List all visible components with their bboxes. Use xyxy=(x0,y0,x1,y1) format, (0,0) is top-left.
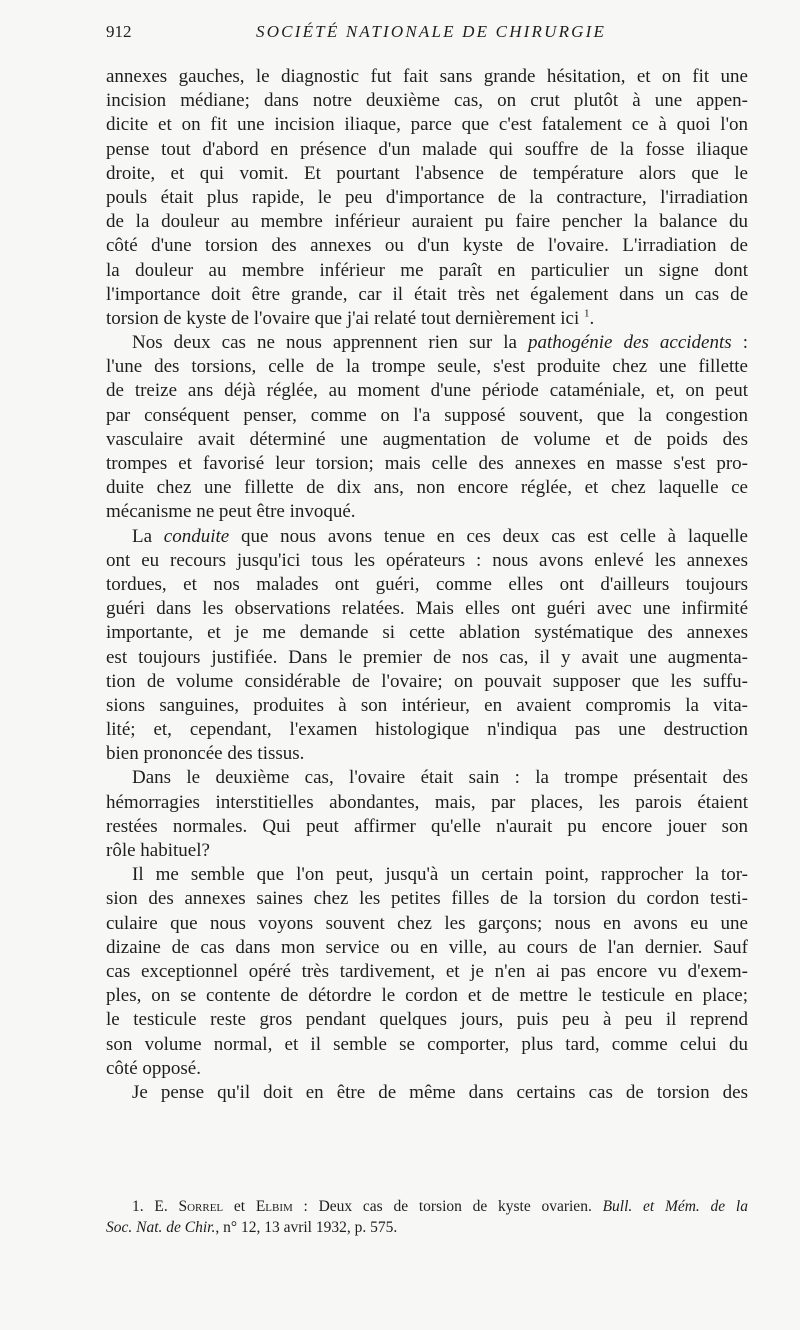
line-text: La xyxy=(132,525,164,547)
text-line: pense tout d'abord en présence d'un malade qui souffre de la fosse iliaque xyxy=(106,138,748,160)
text-line: annexes gauches, le diagnostic fut fait sans grande hésitation, et on fit une xyxy=(106,66,748,87)
text-line: culaire que nous voyons souvent chez les garçons; nous en avons eu une xyxy=(106,912,748,934)
text-line: de la douleur au membre inférieur auraient pu faire pencher la balance du xyxy=(106,211,748,233)
text-line: dizaine de cas dans mon service ou en ville, au cours de l'an dernier. Sauf xyxy=(106,936,748,958)
line-text: Nos deux cas ne nous apprennent rien sur la xyxy=(132,332,529,354)
paragraph-start xyxy=(106,525,748,549)
emphasis: conduite xyxy=(163,525,230,547)
footnote-author: E. Sorrel xyxy=(154,1198,224,1215)
text-line: importante, et je me demande si cette ablation systématique des annexes xyxy=(106,622,748,644)
text-line: par conséquent penser, comme on l'a supposé souvent, que la congestion xyxy=(106,404,748,426)
text-line: tordues, et nos malades ont guéri, comme elles ont d'ailleurs toujours xyxy=(106,573,748,595)
text-line: droite, et qui vomit. Et pourtant l'absence de température alors que le xyxy=(106,162,748,184)
text-line: cas exceptionnel opéré très tardivement, et je n'en ai pas encore vu d'exem- xyxy=(106,960,748,982)
text-line: pouls était plus rapide, le peu d'importance de la contracture, l'irradiation xyxy=(106,186,748,208)
text-line xyxy=(106,307,748,331)
text-line: bien prononcée des tissus. xyxy=(106,743,305,765)
footnote-line xyxy=(106,1196,748,1217)
footnote-journal: Soc. Nat. de Chir. xyxy=(106,1219,216,1236)
text-line: l'importance doit être grande, car il était très net également dans un cas de xyxy=(106,283,748,305)
line-text: : xyxy=(731,332,748,354)
text-line: hémorragies interstitielles abondantes, mais, par places, les parois étaient xyxy=(106,791,748,813)
text-line: son volume normal, et il semble se comporter, plus tard, comme celui du xyxy=(106,1033,748,1055)
text-line: incision médiane; dans notre deuxième cas, on crut plutôt à une appen- xyxy=(106,90,748,112)
page-header xyxy=(106,22,748,46)
text-line: lité; et, cependant, l'examen histologique n'indiqua pas une destruction xyxy=(106,719,748,741)
paragraph-start xyxy=(106,331,748,355)
running-title: SOCIÉTÉ NATIONALE DE CHIRURGIE xyxy=(256,22,607,41)
text-line: tion de volume considérable de l'ovaire; on pouvait supposer que les suffu- xyxy=(106,670,748,692)
line-text: que nous avons tenue en ces deux cas est celle à laquelle xyxy=(229,525,748,547)
text-line: le testicule reste gros pendant quelques jours, puis peu à peu il reprend xyxy=(106,1009,748,1031)
footnote-line xyxy=(106,1217,748,1238)
paragraph-start: Il me semble que l'on peut, jusqu'à un certain point, rapprocher la tor- xyxy=(132,864,748,886)
footnote-reference-detail: , n° 12, 13 avril 1932, p. 575. xyxy=(215,1219,398,1236)
footnote-conjunction: et xyxy=(223,1198,256,1215)
text-line: dicite et on fit une incision iliaque, parce que c'est fatalement ce à quoi l'on xyxy=(106,114,748,136)
line-end: . xyxy=(589,307,595,329)
text-line: côté d'une torsion des annexes ou d'un kyste de l'ovaire. L'irradiation de xyxy=(106,235,748,257)
text-line: côté opposé. xyxy=(106,1057,201,1079)
text-line: ont eu recours jusqu'ici tous les opérateurs : nous avons enlevé les annexes xyxy=(106,549,748,571)
footnote xyxy=(106,1196,748,1238)
text-line: ples, on se contente de détordre le cordon et de mettre le testicule en place; xyxy=(106,985,748,1007)
footnote-author: Elbim xyxy=(255,1198,293,1215)
text-line: duite chez une fillette de dix ans, non encore réglée, et chez laquelle ce xyxy=(106,477,748,499)
page-number: 912 xyxy=(106,22,132,41)
paragraph-start: Je pense qu'il doit en être de même dans certains cas de torsion des xyxy=(132,1081,748,1103)
footnote-reference[interactable]: 1 xyxy=(583,307,590,320)
text-line: sions sanguines, produites à son intérieur, en avaient compromis la vita- xyxy=(106,694,748,716)
footnote-number: 1. xyxy=(132,1198,144,1215)
text-line: la douleur au membre inférieur me paraît en particulier un signe dont xyxy=(106,259,748,281)
paragraph-start: Dans le deuxième cas, l'ovaire était sain : la trompe présentait des xyxy=(132,767,748,789)
text-line: vasculaire avait déterminé une augmentation de volume et de poids des xyxy=(106,428,748,450)
text-line: l'une des torsions, celle de la trompe seule, s'est produite chez une fillette xyxy=(106,356,748,378)
text-line: trompes et favorisé leur torsion; mais celle des annexes en masse s'est pro- xyxy=(106,453,748,474)
body-text xyxy=(106,65,748,1105)
footnote-text: : Deux cas de torsion de kyste ovarien. xyxy=(292,1198,603,1215)
emphasis: pathogénie des accidents xyxy=(528,332,732,354)
footnote-journal: Bull. et Mém. de la xyxy=(602,1198,748,1215)
text-line: restées normales. Qui peut affirmer qu'elle n'aurait pu encore jouer son xyxy=(106,815,748,837)
text-line: rôle habituel? xyxy=(106,840,210,861)
line-text: torsion de kyste de l'ovaire que j'ai relaté tout dernièrement ici xyxy=(106,307,580,329)
text-line: de treize ans déjà réglée, au moment d'une période cataméniale, et, on peut xyxy=(106,380,748,402)
text-line: guéri dans les observations relatées. Mais elles ont guéri avec une infirmité xyxy=(106,598,748,620)
text-line: sion des annexes saines chez les petites filles de la torsion du cordon testi- xyxy=(106,888,748,910)
text-line: est toujours justifiée. Dans le premier de nos cas, il y avait une augmenta- xyxy=(106,646,748,668)
text-line: mécanisme ne peut être invoqué. xyxy=(106,501,356,523)
